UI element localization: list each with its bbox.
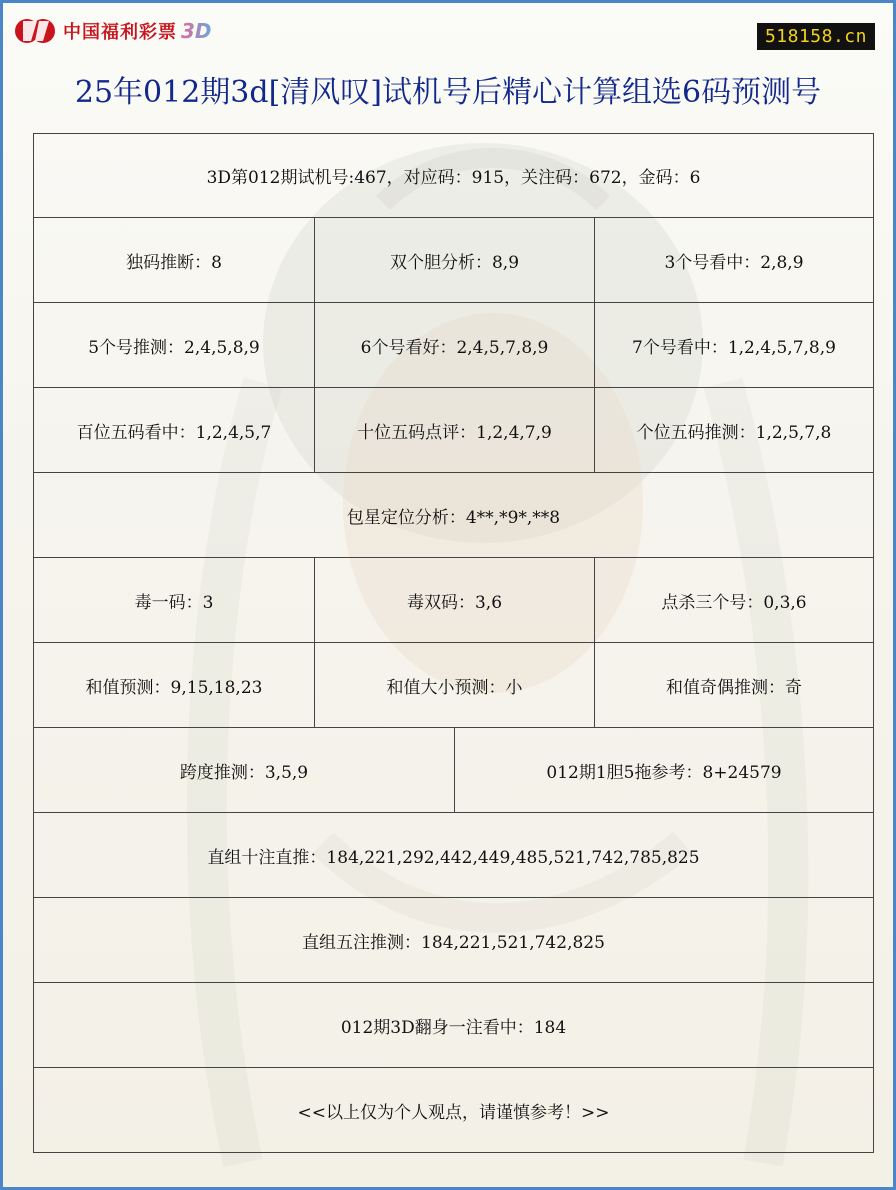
- five-numbers-cell: 5个号推测：2,4,5,8,9: [88, 337, 260, 358]
- kill-one-code-cell: 毒一码：3: [134, 592, 214, 613]
- disclaimer-cell: <<以上仅为个人观点，请谨慎参考！>>: [297, 1102, 610, 1123]
- table-row: [33, 813, 874, 898]
- single-code-cell: 独码推断：8: [126, 252, 222, 273]
- double-dan-cell: 双个胆分析：8,9: [314, 218, 594, 302]
- table-row: [33, 133, 874, 218]
- sum-parity-cell: 和值奇偶推测：奇: [594, 643, 873, 727]
- seven-numbers-cell: 7个号看中：1,2,4,5,7,8,9: [594, 303, 873, 387]
- table-row: [33, 643, 874, 728]
- table-row: [33, 388, 874, 473]
- prediction-table: [33, 133, 874, 1153]
- table-row: [33, 473, 874, 558]
- ten-combos-cell: 直组十注直推：184,221,292,442,449,485,521,742,785,825: [207, 847, 700, 868]
- table-row: [33, 898, 874, 983]
- dan-tuo-reference-cell: 012期1胆5拖参考：8+24579: [454, 728, 873, 812]
- sum-size-cell: 和值大小预测：小: [314, 643, 594, 727]
- six-numbers-cell: 6个号看好：2,4,5,7,8,9: [314, 303, 594, 387]
- three-numbers-cell: 3个号看中：2,8,9: [594, 218, 873, 302]
- single-pick-cell: 012期3D翻身一注看中：184: [340, 1017, 567, 1038]
- kill-three-numbers-cell: 点杀三个号：0,3,6: [594, 558, 873, 642]
- table-row: [33, 1068, 874, 1153]
- logo-3d-text: 3D: [181, 19, 212, 43]
- tens-position-cell: 十位五码点评：1,2,4,7,9: [314, 388, 594, 472]
- table-row: [33, 558, 874, 643]
- table-row: [33, 983, 874, 1068]
- lottery-logo-icon: [13, 13, 57, 49]
- lottery-logo: [13, 13, 212, 49]
- hundreds-position-cell: 百位五码看中：1,2,4,5,7: [76, 422, 272, 443]
- table-row: [33, 218, 874, 303]
- page-title: 25年012期3d[清风叹]试机号后精心计算组选6码预测号: [74, 75, 822, 110]
- site-badge: 518158.cn: [757, 23, 875, 50]
- position-analysis-cell: 包星定位分析：4**,*9*,**8: [346, 507, 561, 528]
- units-position-cell: 个位五码推测：1,2,5,7,8: [594, 388, 873, 472]
- table-row: [33, 303, 874, 388]
- sum-prediction-cell: 和值预测：9,15,18,23: [85, 677, 263, 698]
- kill-two-codes-cell: 毒双码：3,6: [314, 558, 594, 642]
- span-prediction-cell: 跨度推测：3,5,9: [179, 762, 309, 783]
- trial-number-cell: 3D第012期试机号:467，对应码：915，关注码：672，金码：6: [206, 168, 701, 188]
- logo-text: 中国福利彩票: [63, 22, 177, 43]
- five-combos-cell: 直组五注推测：184,221,521,742,825: [302, 932, 605, 953]
- table-row: [33, 728, 874, 813]
